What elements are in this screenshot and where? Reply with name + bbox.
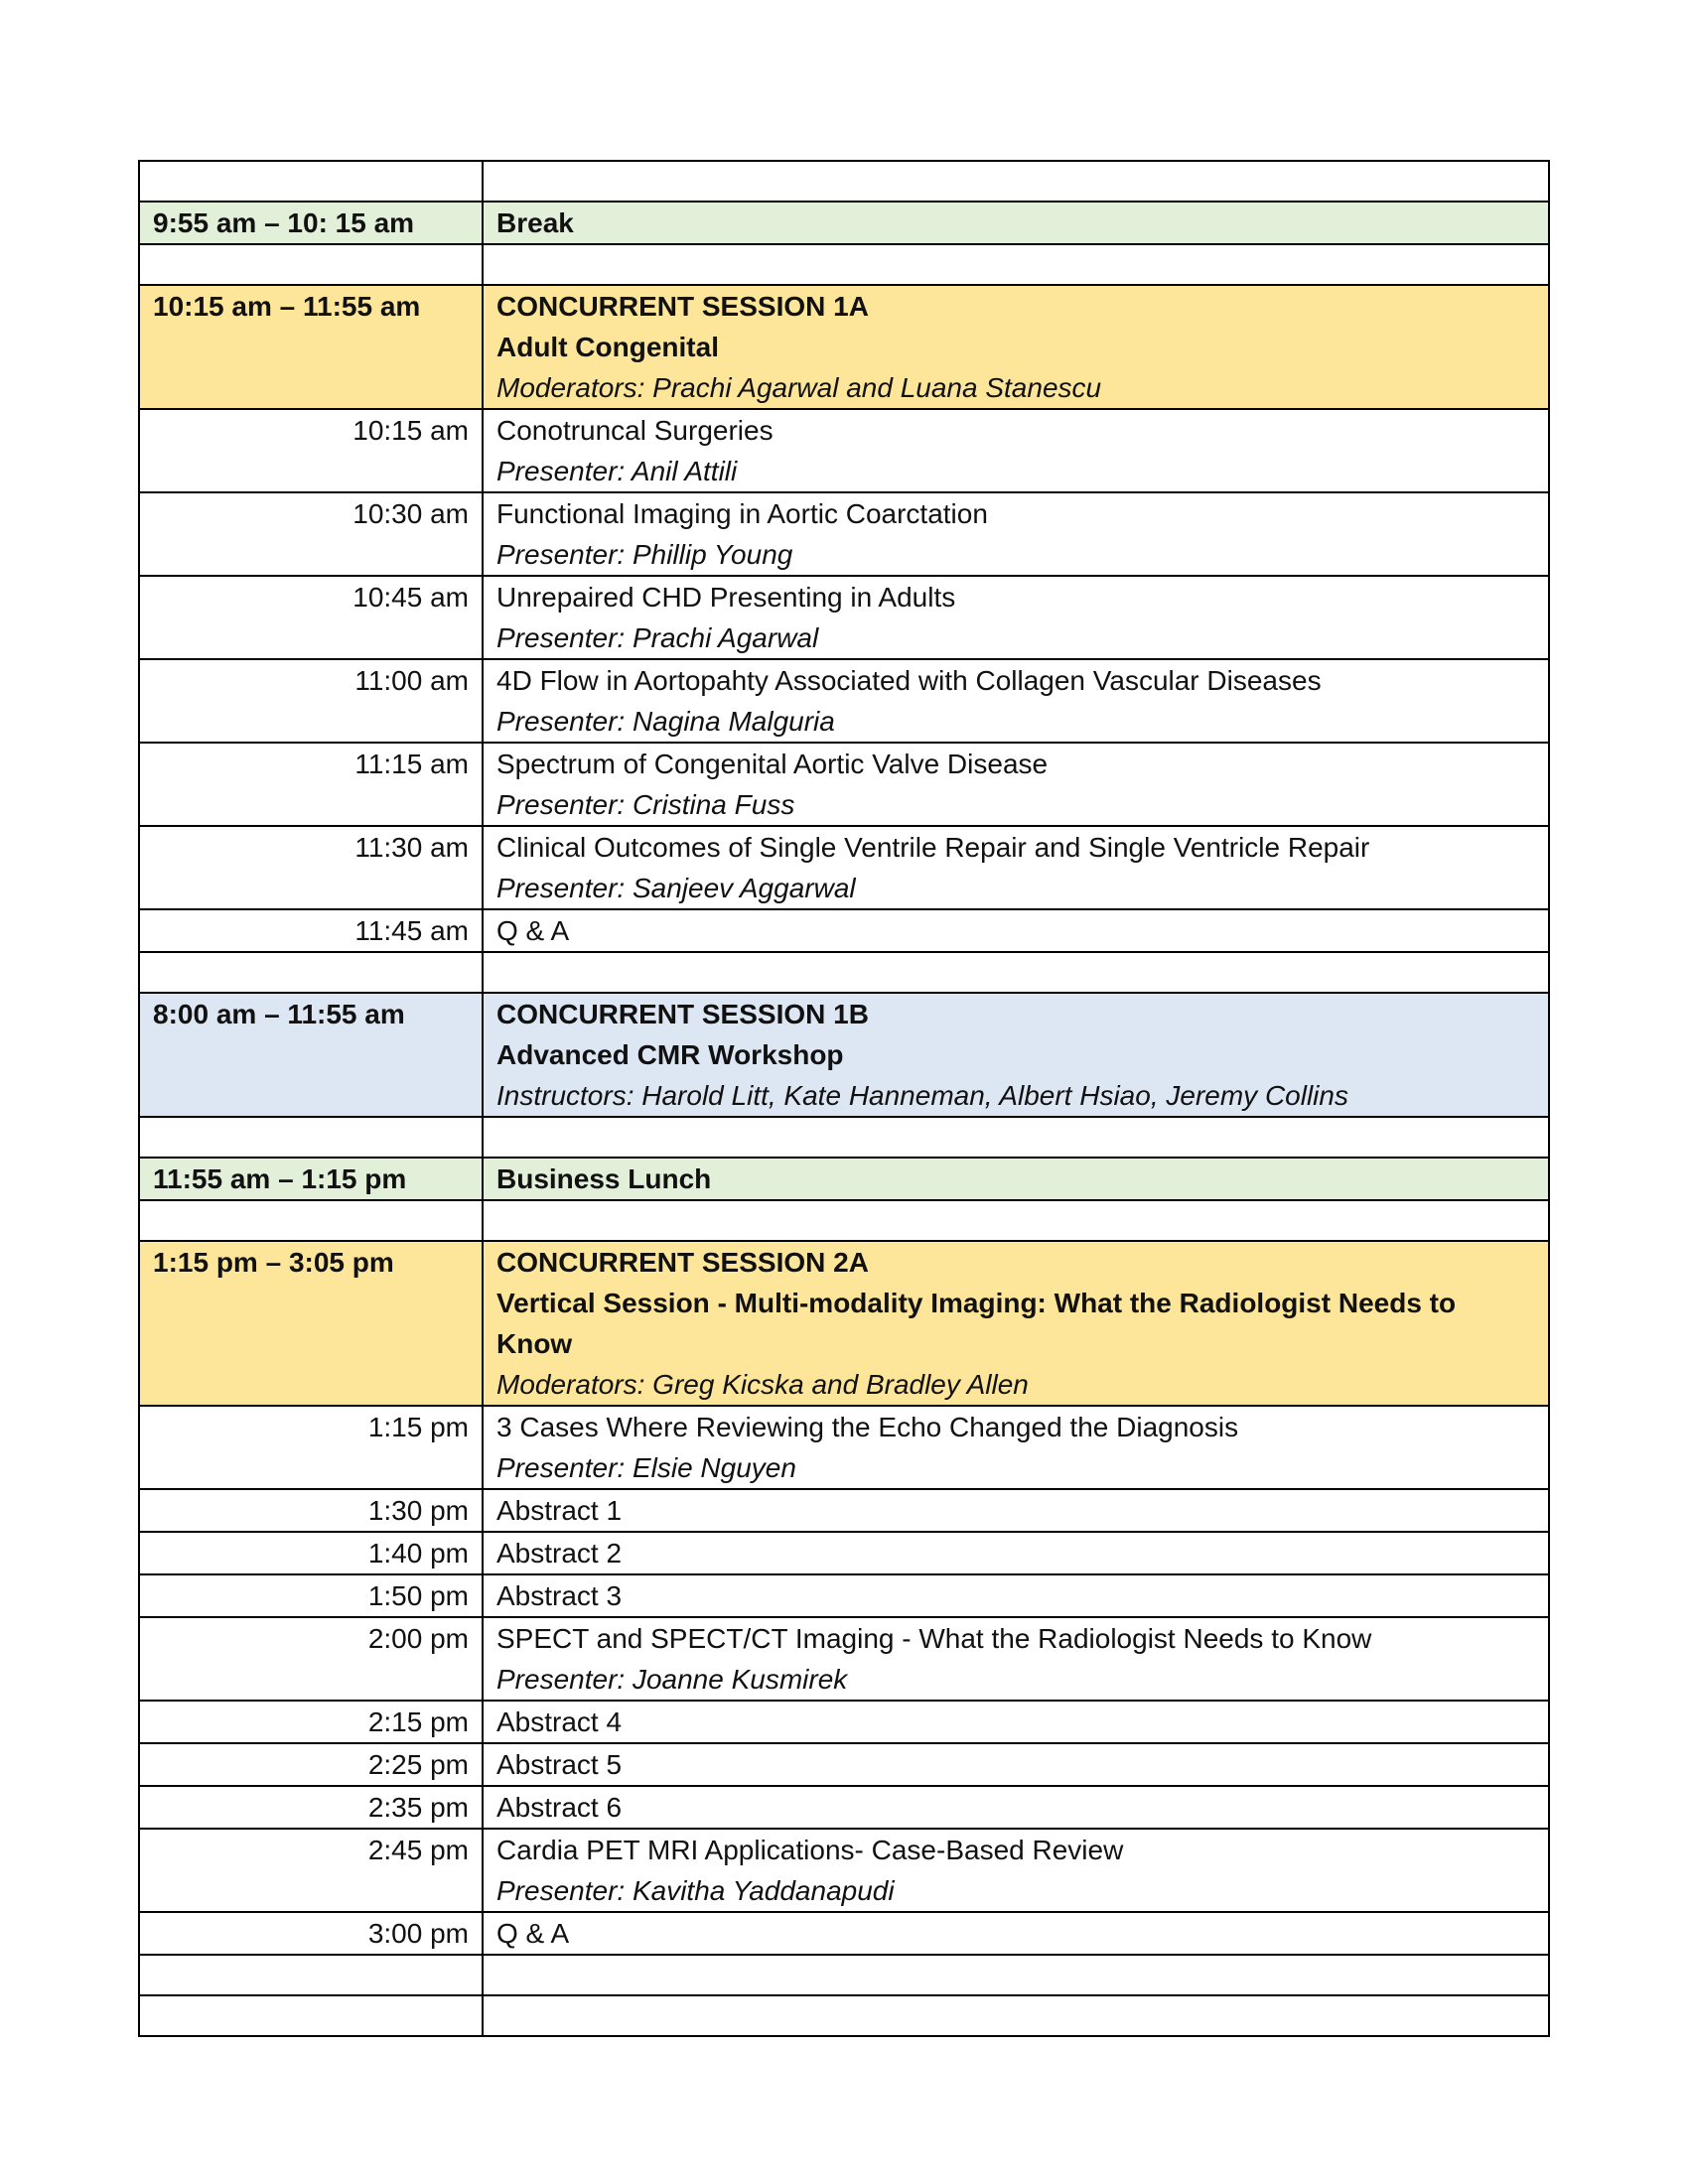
qa-row [139,909,1549,952]
abstract-row [139,1786,1549,1829]
time-cell: 2:45 pm [139,1829,483,1912]
talk-title: 4D Flow in Aortopahty Associated with Collagen Vascular Diseases [496,665,1322,696]
talk-row [139,743,1549,826]
description-cell [483,492,1549,576]
description-cell [483,993,1549,1117]
talk-title: 3 Cases Where Reviewing the Echo Changed the Diagnosis [496,1412,1239,1442]
talk-presenter: Presenter: Sanjeev Aggarwal [496,873,856,903]
talk-title: Conotruncal Surgeries [496,415,774,446]
abstract-label: Abstract 6 [496,1792,623,1823]
time-range-cell: 1:15 pm – 3:05 pm [139,1241,483,1406]
break-row [139,1158,1549,1200]
description-cell [483,202,1549,244]
description-cell [483,1955,1549,1995]
talk-row [139,576,1549,659]
description-cell [483,1701,1549,1743]
abstract-label: Abstract 4 [496,1706,623,1737]
description-cell [483,1489,1549,1532]
time-cell [139,1200,483,1241]
description-cell [483,1241,1549,1406]
description-cell [483,576,1549,659]
qa-label: Q & A [496,1918,570,1949]
time-cell [139,1117,483,1158]
talk-presenter: Presenter: Nagina Malguria [496,706,835,737]
blank-row [139,1117,1549,1158]
time-cell [139,1995,483,2036]
talk-title: Unrepaired CHD Presenting in Adults [496,582,956,613]
description-cell [483,1786,1549,1829]
session-label: CONCURRENT SESSION 1A [496,291,869,322]
blank-row [139,161,1549,202]
abstract-row [139,1701,1549,1743]
time-cell: 11:45 am [139,909,483,952]
description-cell [483,826,1549,909]
break-label: Break [496,207,574,238]
talk-row [139,1617,1549,1701]
session-label: CONCURRENT SESSION 2A [496,1247,869,1278]
time-cell: 2:35 pm [139,1786,483,1829]
description-cell [483,1406,1549,1489]
time-cell [139,952,483,993]
time-range-cell: 10:15 am – 11:55 am [139,285,483,409]
time-range-cell: 8:00 am – 11:55 am [139,993,483,1117]
talk-title: Functional Imaging in Aortic Coarctation [496,498,988,529]
talk-row [139,1829,1549,1912]
talk-title: SPECT and SPECT/CT Imaging - What the Radiologist Needs to Know [496,1623,1372,1654]
description-cell [483,743,1549,826]
talk-presenter: Presenter: Cristina Fuss [496,789,795,820]
time-cell [139,1955,483,1995]
lunch-label: Business Lunch [496,1163,712,1194]
abstract-label: Abstract 1 [496,1495,623,1526]
abstract-row [139,1743,1549,1786]
blank-row [139,1995,1549,2036]
session-title: Adult Congenital [496,332,719,362]
time-cell: 1:30 pm [139,1489,483,1532]
time-cell: 3:00 pm [139,1912,483,1955]
abstract-label: Abstract 3 [496,1580,623,1611]
time-cell: 11:00 am [139,659,483,743]
description-cell [483,1995,1549,2036]
talk-title: Spectrum of Congenital Aortic Valve Disease [496,749,1049,779]
session-title: Advanced CMR Workshop [496,1039,844,1070]
break-row [139,202,1549,244]
talk-presenter: Presenter: Joanne Kusmirek [496,1664,848,1695]
time-cell: 1:40 pm [139,1532,483,1574]
talk-title: Cardia PET MRI Applications- Case-Based Review [496,1835,1124,1865]
time-cell: 1:15 pm [139,1406,483,1489]
talk-presenter: Presenter: Prachi Agarwal [496,622,819,653]
session-label: CONCURRENT SESSION 1B [496,999,869,1029]
qa-label: Q & A [496,915,570,946]
description-cell [483,1912,1549,1955]
qa-row [139,1912,1549,1955]
time-cell: 1:50 pm [139,1574,483,1617]
time-cell: 2:25 pm [139,1743,483,1786]
description-cell [483,285,1549,409]
time-cell: 2:15 pm [139,1701,483,1743]
abstract-row [139,1574,1549,1617]
talk-presenter: Presenter: Anil Attili [496,456,738,486]
blank-row [139,1955,1549,1995]
talk-row [139,409,1549,492]
session-moderators: Moderators: Greg Kicska and Bradley Allen [496,1369,1029,1400]
description-cell [483,1617,1549,1701]
description-cell [483,409,1549,492]
blank-row [139,1200,1549,1241]
talk-row [139,826,1549,909]
talk-row [139,659,1549,743]
blank-row [139,952,1549,993]
time-cell [139,244,483,285]
description-cell [483,952,1549,993]
description-cell [483,1200,1549,1241]
description-cell [483,244,1549,285]
talk-presenter: Presenter: Phillip Young [496,539,793,570]
abstract-row [139,1532,1549,1574]
description-cell [483,659,1549,743]
time-range-cell: 11:55 am – 1:15 pm [139,1158,483,1200]
description-cell [483,909,1549,952]
description-cell [483,1158,1549,1200]
abstract-row [139,1489,1549,1532]
schedule-table [138,160,1550,2037]
time-range-cell: 9:55 am – 10: 15 am [139,202,483,244]
talk-row [139,1406,1549,1489]
session-moderators: Moderators: Prachi Agarwal and Luana Stanescu [496,372,1102,403]
time-cell [139,161,483,202]
session-header-row [139,993,1549,1117]
time-cell: 10:45 am [139,576,483,659]
talk-presenter: Presenter: Elsie Nguyen [496,1452,796,1483]
talk-row [139,492,1549,576]
description-cell [483,1829,1549,1912]
time-cell: 11:30 am [139,826,483,909]
time-cell: 11:15 am [139,743,483,826]
time-cell: 2:00 pm [139,1617,483,1701]
description-cell [483,1117,1549,1158]
session-instructors: Instructors: Harold Litt, Kate Hanneman, Albert Hsiao, Jeremy Collins [496,1080,1348,1111]
session-header-row [139,1241,1549,1406]
session-title: Vertical Session - Multi-modality Imaging: What the Radiologist Needs to Know [496,1288,1457,1359]
description-cell [483,161,1549,202]
description-cell [483,1574,1549,1617]
talk-presenter: Presenter: Kavitha Yaddanapudi [496,1875,895,1906]
blank-row [139,244,1549,285]
talk-title: Clinical Outcomes of Single Ventrile Repair and Single Ventricle Repair [496,832,1370,863]
session-header-row [139,285,1549,409]
time-cell: 10:30 am [139,492,483,576]
description-cell [483,1743,1549,1786]
abstract-label: Abstract 2 [496,1538,623,1569]
time-cell: 10:15 am [139,409,483,492]
description-cell [483,1532,1549,1574]
abstract-label: Abstract 5 [496,1749,623,1780]
